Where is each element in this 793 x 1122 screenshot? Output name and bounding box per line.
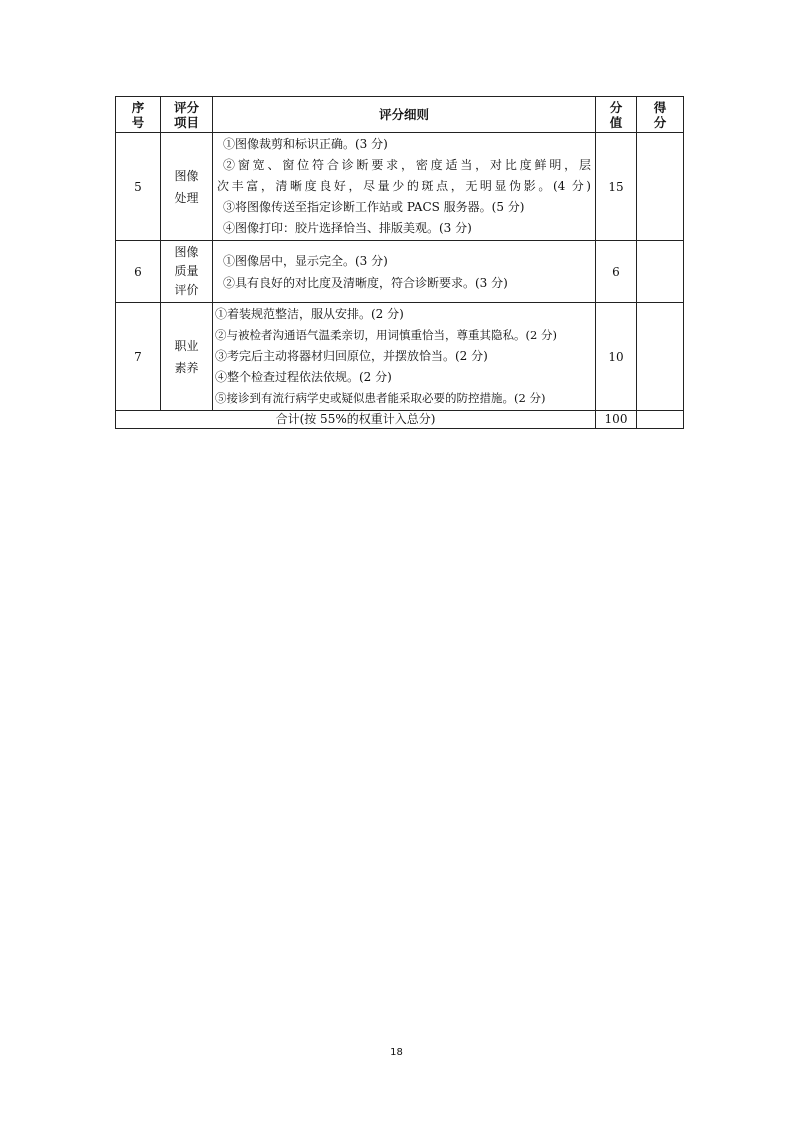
row-seq: 5 [116, 133, 161, 241]
row-item: 职业 素养 [161, 303, 213, 411]
detail-line: ⑤接诊到有流行病学史或疑似患者能采取必要的防控措施。(2 分) [215, 391, 546, 405]
row-got-cell[interactable] [637, 241, 684, 303]
total-row [116, 411, 684, 429]
header-row [116, 97, 684, 133]
total-label: 合计(按 55%的权重计入总分) [116, 411, 596, 429]
scoring-table [115, 96, 684, 429]
detail-line: ①图像裁剪和标识正确。(3 分) [223, 137, 388, 151]
row-item: 图像 质量 评价 [161, 241, 213, 303]
row-got-cell[interactable] [637, 303, 684, 411]
table-row [116, 241, 684, 303]
row-score: 6 [596, 241, 637, 303]
detail-line: 次丰富，清晰度良好，尽量少的斑点，无明显伪影。(4 分) [217, 179, 591, 193]
row-seq: 7 [116, 303, 161, 411]
header-item: 评分 项目 [161, 97, 213, 133]
detail-line: ④整个检查过程依法依规。(2 分) [215, 370, 392, 384]
row-details [213, 241, 596, 303]
row-details [213, 303, 596, 411]
page-number: 18 [390, 1047, 403, 1058]
row-details [213, 133, 596, 241]
detail-line: ③考完后主动将器材归回原位，并摆放恰当。(2 分) [215, 349, 488, 363]
table-row [116, 133, 684, 241]
detail-line: ②具有良好的对比度及清晰度，符合诊断要求。(3 分) [223, 275, 508, 290]
header-score: 分 值 [596, 97, 637, 133]
detail-line: ②窗宽、窗位符合诊断要求，密度适当，对比度鲜明，层 [223, 158, 591, 172]
detail-line: ①图像居中，显示完全。(3 分) [223, 253, 388, 268]
header-got: 得 分 [637, 97, 684, 133]
total-score: 100 [596, 411, 637, 429]
detail-line: ①着装规范整洁，服从安排。(2 分) [215, 307, 404, 321]
row-score: 15 [596, 133, 637, 241]
detail-line: ③将图像传送至指定诊断工作站或 PACS 服务器。(5 分) [223, 200, 525, 214]
total-got-cell[interactable] [637, 411, 684, 429]
row-item: 图像 处理 [161, 133, 213, 241]
row-got-cell[interactable] [637, 133, 684, 241]
row-score: 10 [596, 303, 637, 411]
header-detail: 评分细则 [213, 97, 596, 133]
detail-line: ②与被检者沟通语气温柔亲切，用词慎重恰当，尊重其隐私。(2 分) [215, 328, 557, 342]
detail-line: ④图像打印：胶片选择恰当、排版美观。(3 分) [223, 221, 472, 235]
row-seq: 6 [116, 241, 161, 303]
header-seq: 序 号 [116, 97, 161, 133]
table-row [116, 303, 684, 411]
